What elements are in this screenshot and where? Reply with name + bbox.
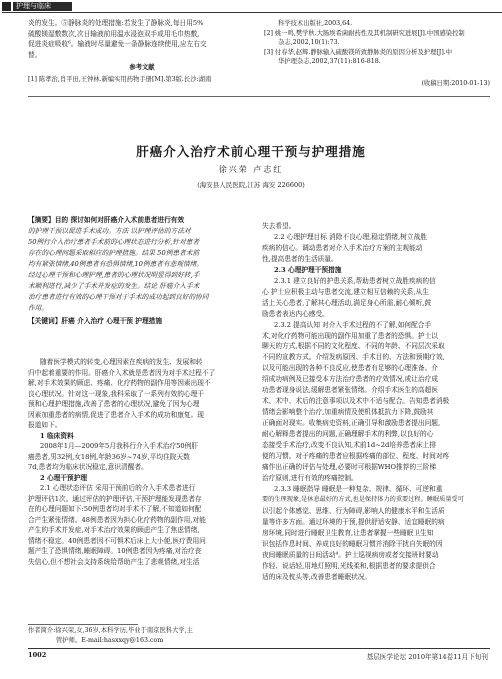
body-line: 术、术中、术后的注意事项以及术中不适与配合。告知患者消极	[262, 397, 450, 406]
body-line: 以及可能出现的各种不良反应,使患者有足够的心理准备。介	[262, 364, 438, 373]
reference-1: [1] 陈孝治,肖平田,王钟林.新编实用药物手册[M].第3版.长沙:湖南	[28, 76, 212, 83]
body-line: 2008年1月—2009年5月我科行介入手术治疗50例肝	[40, 442, 199, 450]
body-line: 不同的宣教方式。介绍发病原因、手术目的、方法和预期疗效,	[262, 353, 445, 362]
body-line: 情绪会影响整个治疗,加重病情及使机体抵抗力下降,鼓励其	[262, 408, 434, 417]
article-title: 肝癌介入治疗术前心理干预与护理措施	[136, 144, 366, 159]
body-line: 7d,患者均为临床状况稳定,意识清醒者。	[28, 463, 148, 471]
reference-line: 杂志,2002,10(1):73.	[278, 39, 340, 47]
body-line: 励患者表达内心感受。	[262, 309, 329, 318]
page-number: 1002	[28, 651, 47, 659]
top-left-text	[28, 18, 256, 60]
abstract-line: 均有紧张情绪,40例患者有恐惧情绪,10例患者有悲观情绪。	[28, 260, 204, 268]
body-line: 绍成功病例及已接受本方法治疗患者的疗效情况,或让治疗成	[262, 375, 438, 384]
body-line: 癌患者,男32例,女18例,年龄36岁~74岁,平均住院天数	[28, 452, 190, 461]
abstract-line: 【摘要】目的 探讨如何对肝癌介入术前患者进行有效	[28, 216, 185, 224]
section-label: 护理与临床	[13, 2, 72, 11]
body-line: 在的心理问题如下:50例患者均对手术不了解,不知道如何配	[28, 505, 202, 513]
header-rule	[2, 12, 502, 13]
body-line: 术,对化疗药物可能出现的副作用加重了患者的恐惧。护士以	[262, 331, 438, 340]
body-line: 以引起个体感觉、思维、行为障碍,影响人的健康水平和生活质	[262, 506, 445, 515]
body-line: 2.3.3 睡眠指导 睡眠是一种复杂、规律、循环、可逆和重	[274, 484, 443, 493]
section-header	[0, 0, 502, 13]
header-square-icon	[2, 2, 11, 11]
body-line: 失信心,但不想社会支持系统给帮助产生了悲观情绪,对生活	[28, 557, 200, 566]
article-affiliation: (海安县人民医院,江苏 海安 226600)	[197, 181, 305, 189]
top-right-references	[264, 19, 490, 67]
body-line: 归中起着重要的作用。肝癌介入术就是患者因为对手术过程不了	[28, 368, 216, 377]
body-line: 作轻、说话轻,用地灯照明,光线柔和,根据患者的要求提供合	[262, 561, 436, 570]
journal-name: 基层医学论坛 2010年第14卷11月下旬刊	[366, 653, 488, 661]
text-line: 炎的发生。⑤静脉炎的处理措施:若发生了静脉炎,每日用5%	[28, 19, 204, 27]
footer-rule	[28, 648, 490, 649]
body-line: 疾病的信心。调动患者对介入手术治疗方案的主观能动	[262, 243, 423, 252]
body-line: 活上关心患者,了解其心理活动,满足身心所需,耐心倾听,鼓	[262, 298, 432, 307]
body-line: 态接受手术治疗,改变不良认知,术前1d~2d培养患者床上排	[262, 441, 437, 450]
body-line: 题产生了恐惧情绪,睡眠障碍。10例患者因为疼痛,对治疗丧	[28, 547, 202, 555]
abstract-line: 的护理干预以促进手术成功。方法 以护理评估的方法对	[28, 227, 191, 235]
body-line: 正确面对现实。收集病史资料,正确引导和激励患者提出问题,	[262, 419, 441, 428]
section-heading: 2 心理干预护理	[40, 473, 88, 482]
body-line: 治疗原则,进行有效的疼痛控制。	[262, 473, 358, 482]
body-line: 适的床及枕头等,改善患者睡眠状况。	[262, 572, 372, 581]
reference-line: 华护理杂志,2002,37(11):816-818.	[278, 58, 381, 66]
body-line: 2.2 心理护理目标 消除不良心理,稳定情绪,树立战胜	[274, 232, 427, 241]
body-line: 量等许多方面。通过环境的干预,提供舒适安静、适宜睡眠的病	[262, 517, 445, 526]
body-line: 功患者现身说法,缓解患者紧张情绪。介绍手术医生的高超医	[262, 386, 438, 395]
abstract-line: 50例行介入治疗患者手术前的心理状态进行分析,针对患者	[28, 238, 200, 246]
body-line: 痛作出正确的评估与处理,必要时可根据WHO推荐的三阶梯	[262, 462, 437, 471]
text-line: 促进炎症吸收⁶。输液时尽量避免一条静脉连续使用,应左右交	[28, 40, 207, 48]
reference-line: 科学技术出版社,2003,64.	[278, 20, 353, 27]
body-line: 2.3.2 提高认知 对介入手术过程的不了解,如何配合手	[274, 320, 432, 329]
footnote-line: 管护师。E-mail:hasxxqy@163.com	[56, 636, 164, 644]
body-line: 性,提高患者的生活质量。	[262, 254, 338, 263]
section-heading: 2.3 心理护理干预措施	[274, 265, 342, 274]
divider-rule	[28, 96, 490, 97]
body-line: 房环境,同时进行睡眠卫生教育,让患者掌握一些睡眠卫生知	[262, 528, 434, 537]
body-line: 便的习惯。对于疼痛的患者应根据疼痛的部位、程度、时间对疼	[262, 452, 450, 461]
refs-heading: 参考文献	[129, 64, 155, 71]
body-line: 心 护士应积极主动与患者交流,建立相互信赖的关系,从生	[262, 287, 429, 296]
page-footer	[28, 651, 488, 663]
right-body	[262, 221, 490, 582]
abstract-line: 作用。	[28, 304, 49, 312]
text-line: 硫酸镁湿敷数次,次日输液前用温水浸泡双手或用毛巾热敷,	[28, 29, 200, 38]
body-line: 产生的手术并发症,对手术治疗效果的顾虑产生了焦虑情绪,	[28, 526, 200, 534]
received-date: (收稿日期:2010-01-13)	[421, 80, 490, 87]
article-authors: 徐兴荣 卢志红	[218, 165, 284, 174]
body-line: 报道如下。	[28, 421, 62, 429]
body-line: 随着医学模式的转变,心理因素在疾病的发生、发展和转	[40, 358, 203, 366]
abstract-line: 术顺利进行,减少了手术并发症的发生。结论 肝癌介入手术	[28, 282, 200, 290]
body-line: 2.3.1 建立良好的护患关系,帮助患者树立战胜疾病的信	[274, 276, 436, 285]
reference-line: [2] 姚一鸣,樊学秋.大肠埃希菌耐药性及其机制研究进展[J].中国感染控制	[264, 29, 465, 37]
body-line: 情绪不稳定。40例患者因不可惧术后床上大小便,医疗费用问	[28, 536, 206, 545]
abstract-line: 存在的心理问题采取相应的护理措施。结果 50例患者术前	[28, 249, 200, 257]
body-line: 解,对手术效果的顾虑、疼痛、化疗药物的副作用等因素出现不	[28, 379, 211, 387]
body-line: 要的生理现象,是休息最好的方式,也是保持体力的重要过程。睡眠质量受可	[262, 495, 464, 503]
section-heading: 1 临床资料	[40, 431, 74, 440]
abstract-line: 经过心理干预和心理护理,患者的心理状况明显得到好转,手	[28, 271, 200, 279]
reference-line: [3] 付春华,赵辉.静脉输入硫酸镁所致静脉炎的原因分析及护理[J].中	[264, 48, 453, 56]
keywords: 【关键词】肝癌 介入治疗 心理干预 护理措施	[28, 317, 163, 325]
body-line: 失去希望。	[262, 222, 296, 230]
body-line: 护理评估1次。通过评估的护理评估,干预护理能发现患者存	[28, 494, 202, 503]
text-line: 替。	[28, 50, 42, 59]
author-footnote	[28, 626, 254, 645]
footnote-rule	[28, 624, 138, 625]
body-line: 因素加重患者的病情,促进了患者介入手术的成功和康复。现	[28, 410, 204, 419]
left-body	[28, 357, 254, 567]
body-line: 耐心解释患者提出的问题,正确理解手术的利弊,以良好的心	[262, 430, 434, 439]
footnote-line: 作者简介:徐兴荣,女,36岁,本科学历,毕业于南京医科大学,主	[28, 627, 193, 634]
body-line: 夜间睡眠质量的日间活动⁴。护士巡视病房或者交接班时要动	[262, 550, 439, 559]
body-line: 2.1 心理状态评估 采用干预前后的介入手术患者进行	[40, 484, 196, 492]
body-line: 预和心理护理措施,改善了患者的心理状况,避免了因为心理	[28, 400, 200, 408]
abstract-line: 治疗患者进行有效的心理干预对于手术的成功起到良好的协同	[28, 293, 209, 301]
body-line: 识包括作息时间、养成良好的睡眠习惯并消除干扰自失眠的因	[262, 539, 443, 548]
body-line: 良心理状况。针对这一现象,我科采取了一系列有效的心理干	[28, 389, 204, 398]
body-line: 合产生紧张情绪。48例患者因为担心化疗药物的副作用,对能	[28, 515, 206, 524]
abstract	[28, 215, 254, 327]
body-line: 聊天的方式,根据不同的文化程度、不同的年龄、不同层次采取	[262, 342, 445, 351]
